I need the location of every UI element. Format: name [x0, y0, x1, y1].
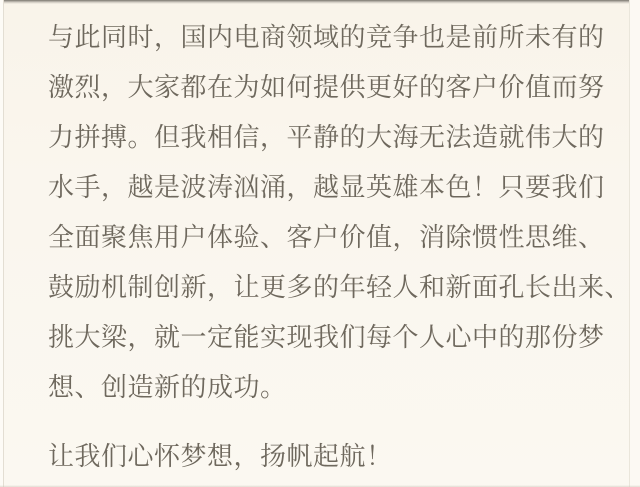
text-line: 全面聚焦用户体验、客户价值，消除惯性思维、 — [48, 222, 605, 252]
text-line: 激烈，大家都在为如何提供更好的客户价值而努 — [48, 72, 605, 102]
paragraph-closing — [48, 431, 631, 481]
screen-top-shadow — [0, 0, 640, 4]
text-line: 与此同时，国内电商领域的竞争也是前所未有的 — [48, 22, 605, 52]
text-line: 水手，越是波涛汹涌，越显英雄本色！只要我们 — [48, 172, 605, 202]
text-line: 鼓励机制创新，让更多的年轻人和新面孔长出来、 — [48, 272, 632, 302]
article-body-text — [48, 12, 631, 481]
text-line: 力拼搏。但我相信，平静的大海无法造就伟大的 — [48, 122, 605, 152]
paragraph-main — [48, 12, 631, 412]
text-line: 想、创造新的成功。 — [48, 372, 287, 402]
text-line: 让我们心怀梦想，扬帆起航！ — [48, 441, 393, 471]
screen-left-border-line — [3, 0, 4, 487]
text-line: 挑大梁，就一定能实现我们每个人心中的那份梦 — [48, 322, 605, 352]
screen-right-edge — [630, 0, 640, 487]
